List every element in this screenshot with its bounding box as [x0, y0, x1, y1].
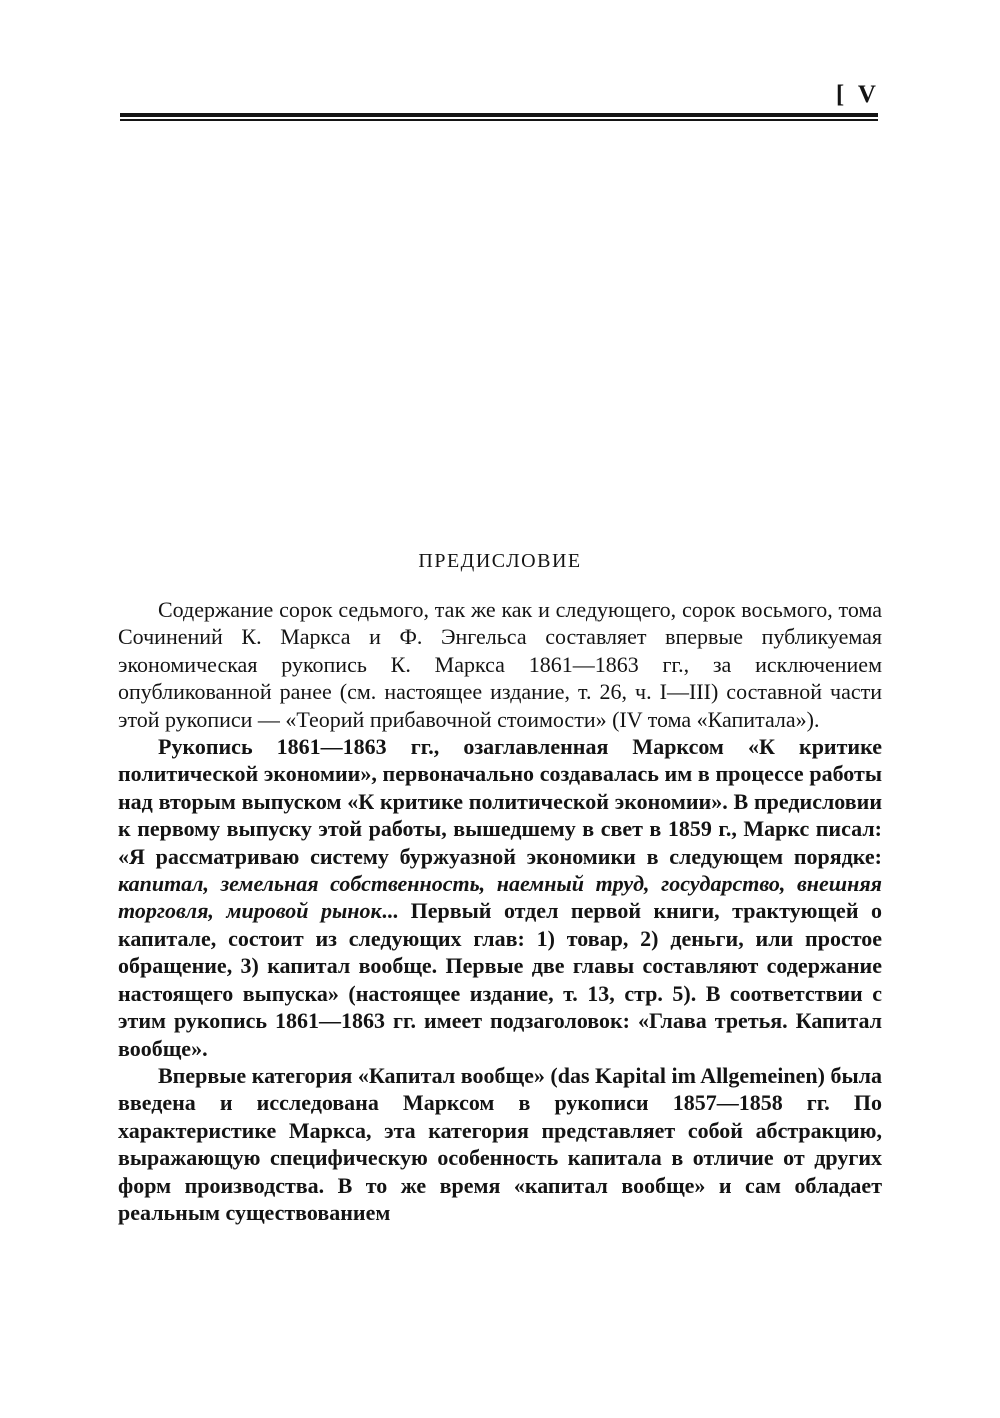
paragraph-2-text-b: ... Первый отдел первой книги, трактующей о капитале, состоит из следующих глав: 1) товар, 2) деньги, или простое обращение, 3) капитал вообще. Первые две главы составляют содержание настоящего выпуска» (настоящее издание, т. 13, стр. 5). В соответствии с этим рукопись 1861—1863 гг. имеет подзаголовок: «Глава третья. Капитал вообще». [118, 898, 882, 1061]
header-rule [120, 113, 878, 122]
header-rule-thick [120, 113, 878, 117]
paragraph-1: Содержание сорок седьмого, так же как и следующего, сорок восьмого, тома Сочинений К. Маркса и Ф. Энгельса составляет впервые публикуемая экономическая рукопись К. Маркса 1861—1863 гг., за исключением опубликованной ранее (см. настоящее издание, т. 26, ч. I—III) составной части этой рукописи — «Теорий прибавочной стоимости» (IV тома «Капитала»). [118, 597, 882, 732]
paragraph-2-italic-quote: капитал, земельная собственность, наемный труд, государство, внешняя торговля, мировой рынок [118, 871, 882, 924]
body-text [118, 596, 882, 1226]
paragraph-2 [118, 733, 882, 1062]
section-title: ПРЕДИСЛОВИЕ [418, 550, 582, 572]
page-number: [ V [835, 81, 880, 108]
paragraph-3: Впервые категория «Капитал вообще» (das Kapital im Allgemeinen) была введена и исследована Марксом в рукописи 1857—1858 гг. По характеристике Маркса, эта категория представляет собой абстракцию, выражающую специфическую особенность капитала в отличие от других форм производства. В то же время «капитал вообще» и сам обладает реальным существованием [118, 1062, 882, 1225]
paragraph-2-text-a: Рукопись 1861—1863 гг., озаглавленная Марксом «К критике политической экономии», первоначально создавалась им в процессе работы над вторым выпуском «К критике политической экономии». В предисловии к первому выпуску этой работы, вышедшему в свет в 1859 г., Маркс писал: «Я рассматриваю систему буржуазной экономики в следующем порядке: [118, 734, 882, 869]
header-rule-thin [120, 119, 878, 121]
